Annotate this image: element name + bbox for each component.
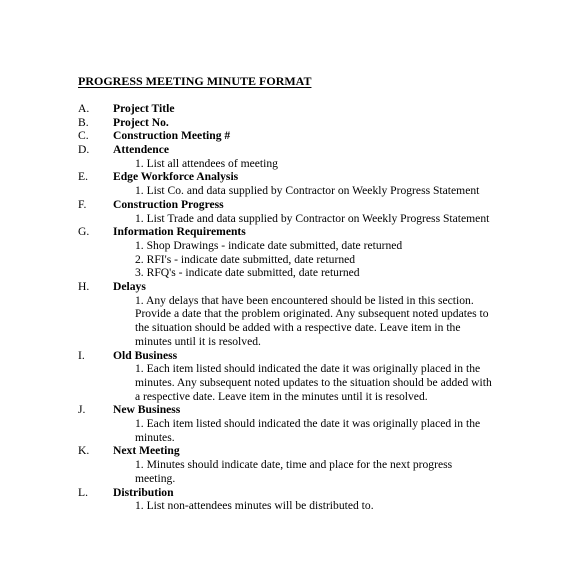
- section-items: [0, 458, 585, 485]
- section-letter: J.: [78, 403, 86, 417]
- section-item: 1. Each item listed should indicated the date it was originally placed in the minutes. Any subsequent noted updates to the situation should be added with a respective date. Leave item in the minutes until it is resolved.: [135, 362, 492, 403]
- section-letter: K.: [78, 444, 90, 458]
- section-item: 1. Shop Drawings - indicate date submitted, date returned: [135, 238, 403, 252]
- section-letter: B.: [78, 115, 89, 129]
- section-item: 1. List non-attendees minutes will be distributed to.: [135, 499, 374, 513]
- section-header: [0, 349, 585, 363]
- section-heading: Project No.: [113, 115, 169, 129]
- section-item: 1. List Trade and data supplied by Contractor on Weekly Progress Statement: [135, 211, 490, 225]
- section-item: 1. Minutes should indicate date, time and place for the next progress meeting.: [135, 458, 453, 485]
- outline-section: [0, 280, 585, 349]
- section-item: 1. List all attendees of meeting: [135, 156, 278, 170]
- outline-section: [0, 170, 585, 197]
- section-letter: D.: [78, 143, 90, 157]
- section-heading: Delays: [113, 280, 146, 294]
- section-items: [0, 294, 585, 349]
- section-letter: A.: [78, 102, 90, 115]
- section-header: [0, 403, 585, 417]
- section-heading: Distribution: [113, 485, 174, 499]
- section-letter: L.: [78, 485, 88, 499]
- section-letter: G.: [78, 225, 90, 239]
- section-header: [0, 143, 585, 157]
- section-heading: Next Meeting: [113, 444, 180, 458]
- section-header: [0, 444, 585, 458]
- section-items: [0, 157, 585, 171]
- outline-section: [0, 102, 585, 116]
- outline-section: [0, 198, 585, 225]
- section-heading: Edge Workforce Analysis: [113, 170, 239, 184]
- section-header: [0, 486, 585, 500]
- section-items: [0, 417, 585, 444]
- section-heading: Construction Progress: [113, 197, 224, 211]
- section-header: [0, 170, 585, 184]
- section-items: [0, 184, 585, 198]
- outline-section: [0, 444, 585, 485]
- section-header: [0, 280, 585, 294]
- section-letter: C.: [78, 129, 89, 143]
- outline-section: [0, 129, 585, 143]
- outline-section: [0, 143, 585, 170]
- section-item: 1. Each item listed should indicated the date it was originally placed in the minutes.: [135, 417, 481, 444]
- section-heading: Information Requirements: [113, 225, 246, 239]
- section-header: [0, 102, 585, 116]
- section-items: [0, 239, 585, 280]
- outline-section: [0, 403, 585, 444]
- section-header: [0, 198, 585, 212]
- outline-section: [0, 225, 585, 280]
- section-heading: Attendence: [113, 143, 170, 157]
- section-item: 1. Any delays that have been encountered should be listed in this section. Provide a date that the problem originated. Any subsequent noted updates to the situation should be added with a respective date. Leave item in the minutes until it is resolved.: [135, 293, 489, 348]
- section-header: [0, 116, 585, 130]
- section-header: [0, 129, 585, 143]
- section-heading: Old Business: [113, 348, 178, 362]
- section-item: 3. RFQ's - indicate date submitted, date returned: [135, 266, 360, 280]
- outline-section: [0, 116, 585, 130]
- section-letter: E.: [78, 170, 88, 184]
- section-item: 2. RFI's - indicate date submitted, date returned: [135, 252, 356, 266]
- section-heading: New Business: [113, 403, 181, 417]
- section-letter: H.: [78, 280, 90, 294]
- section-letter: F.: [78, 197, 87, 211]
- section-item: 1. List Co. and data supplied by Contractor on Weekly Progress Statement: [135, 184, 480, 198]
- section-letter: I.: [78, 348, 85, 362]
- section-heading: Project Title: [113, 102, 175, 115]
- section-items: [0, 362, 585, 403]
- outline-list: [0, 102, 585, 513]
- section-items: [0, 212, 585, 226]
- outline-section: [0, 349, 585, 404]
- section-header: [0, 225, 585, 239]
- document-title: PROGRESS MEETING MINUTE FORMAT: [78, 74, 312, 88]
- section-heading: Construction Meeting #: [113, 129, 231, 143]
- section-items: [0, 499, 585, 513]
- outline-section: [0, 486, 585, 513]
